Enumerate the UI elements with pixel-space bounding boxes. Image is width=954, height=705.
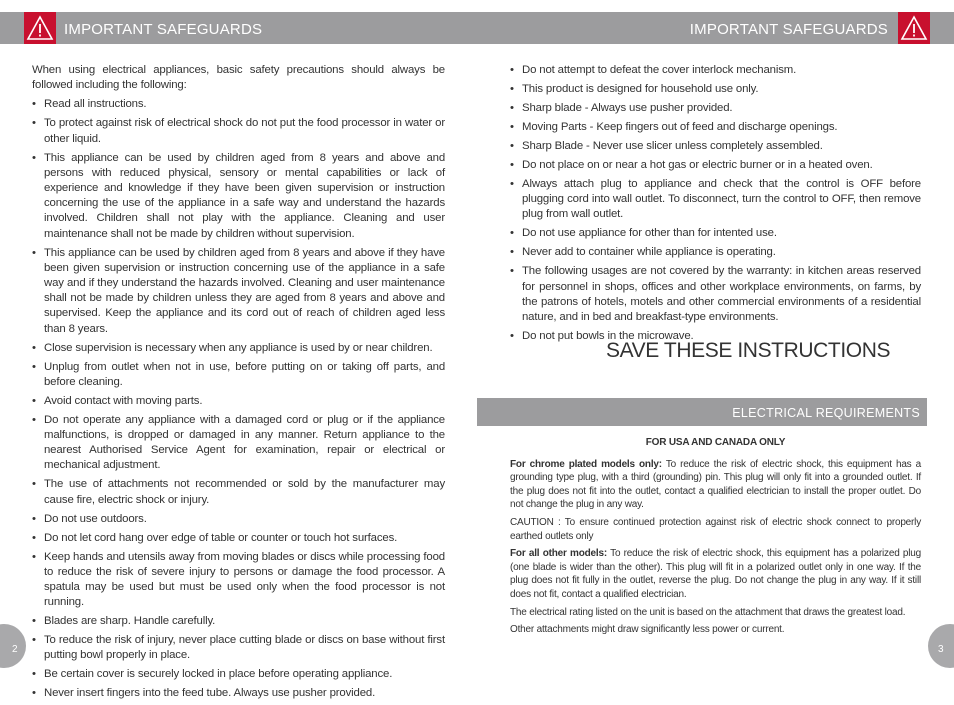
list-item: • Read all instructions. bbox=[32, 97, 445, 112]
list-item: • Do not attempt to defeat the cover interlock mechanism. bbox=[510, 63, 921, 78]
page-number-left bbox=[0, 624, 26, 668]
safeguard-list-right bbox=[510, 63, 921, 344]
chrome-models-label: For chrome plated models only: bbox=[510, 458, 662, 470]
list-item: • Be certain cover is securely locked in place before operating appliance. bbox=[32, 667, 445, 682]
electrical-requirements-title: ELECTRICAL REQUIREMENTS bbox=[732, 406, 920, 420]
warning-triangle-icon bbox=[898, 12, 930, 44]
list-item: • Never add to container while appliance is operating. bbox=[510, 245, 921, 260]
left-header-title: IMPORTANT SAFEGUARDS bbox=[64, 21, 263, 38]
list-item: • Do not use appliance for other than for intented use. bbox=[510, 226, 921, 241]
list-item: • The use of attachments not recommended or sold by the manufacturer may cause fire, electric shock or injury. bbox=[32, 477, 445, 507]
list-item: • Keep hands and utensils away from moving blades or discs while processing food to reduce the risk of severe injury to persons or damage the food processor. A spatula may be used but must be used only when the food processor is not running. bbox=[32, 550, 445, 611]
chrome-models-text: To reduce the risk of electric shock, this equipment has a grounding type plug, with a third (grounding) pin. This plug will only fit into a grounded outlet. If the plug does not fit into the outlet, contact a qualified electrician to install the proper outlet. Do not change the plug in any way. bbox=[510, 458, 921, 511]
list-item: • Sharp blade - Always use pusher provided. bbox=[510, 101, 921, 116]
list-item: • This appliance can be used by children aged from 8 years and above and persons with reduced physical, sensory or mental capabilities or lack of experience and knowledge if they have been given supervision or instruction concerning the use of the appliance in a safe way and understand the hazards involved. Children shall not play with the appliance. Cleaning and user maintenance shall not be made by children without supervision. bbox=[32, 151, 445, 242]
list-item: • Sharp Blade - Never use slicer unless completely assembled. bbox=[510, 139, 921, 154]
list-item: • Never insert fingers into the feed tube. Always use pusher provided. bbox=[32, 686, 445, 701]
right-header-title: IMPORTANT SAFEGUARDS bbox=[689, 21, 888, 38]
other-attachments-paragraph: Other attachments might draw significantly less power or current. bbox=[510, 624, 785, 636]
left-header-bar bbox=[0, 12, 477, 44]
left-column bbox=[32, 63, 445, 705]
list-item: • This product is designed for household use only. bbox=[510, 82, 921, 97]
list-item: • Do not use outdoors. bbox=[32, 512, 445, 527]
list-item: • The following usages are not covered by the warranty: in kitchen areas reserved for personnel in shops, offices and other workplace environments, on farms, by the patrons of hotels, motels and other commercial environments of a residential nature, and in bed and breakfast-type environments. bbox=[510, 264, 921, 325]
list-item: • Unplug from outlet when not in use, before putting on or taking off parts, and before cleaning. bbox=[32, 360, 445, 390]
caution-paragraph: CAUTION : To ensure continued protection against risk of electric shock connect to properly earthed outlets only bbox=[510, 516, 921, 542]
page-number-left-text: 2 bbox=[12, 644, 18, 655]
other-models-paragraph bbox=[510, 547, 921, 601]
list-item: • This appliance can be used by children aged from 8 years and above if they have been given supervision or instruction concerning use of the appliance in a safe way and if they understand the hazards involved. Cleaning and user maintenance shall not be made by children unless they are aged from 8 years and above and supervised. Keep the appliance and its cord out of reach of children aged less than 8 years. bbox=[32, 246, 445, 337]
list-item: • Moving Parts - Keep fingers out of feed and discharge openings. bbox=[510, 120, 921, 135]
list-item: • To protect against risk of electrical shock do not put the food processor in water or other liquid. bbox=[32, 116, 445, 146]
list-item: • Blades are sharp. Handle carefully. bbox=[32, 614, 445, 629]
warning-triangle-icon bbox=[24, 12, 56, 44]
right-column bbox=[510, 63, 921, 348]
electrical-section bbox=[510, 436, 921, 641]
right-header-bar bbox=[477, 12, 954, 44]
usa-canada-heading: FOR USA AND CANADA ONLY bbox=[645, 437, 786, 448]
list-item: • Do not put bowls in the microwave. bbox=[510, 329, 921, 344]
page-number-right-text: 3 bbox=[938, 644, 944, 655]
list-item: • Close supervision is necessary when any appliance is used by or near children. bbox=[32, 341, 445, 356]
rating-paragraph: The electrical rating listed on the unit is based on the attachment that draws the greatest load. bbox=[510, 606, 906, 618]
page-number-right bbox=[928, 624, 954, 668]
list-item: • Always attach plug to appliance and check that the control is OFF before plugging cord into wall outlet. To disconnect, turn the control to OFF, then remove plug from wall outlet. bbox=[510, 177, 921, 223]
other-models-label: For all other models: bbox=[510, 548, 607, 560]
chrome-models-paragraph bbox=[510, 458, 921, 512]
safeguard-list-left bbox=[32, 97, 445, 701]
intro-paragraph: When using electrical appliances, basic safety precautions should always be followed including the following: bbox=[32, 64, 445, 92]
list-item: • To reduce the risk of injury, never place cutting blade or discs on base without first putting bowl properly in place. bbox=[32, 633, 445, 663]
electrical-requirements-bar bbox=[477, 398, 927, 426]
other-models-text: To reduce the risk of electric shock, this equipment has a polarized plug (one blade is wider than the other). This plug will fit in a polarized outlet only in one way. If the plug does not fit fully in the outlet, reverse the plug. Do not change the plug in any way. If it still does not fit, contact a qualified electrician. bbox=[510, 548, 922, 600]
save-instructions-heading: SAVE THESE INSTRUCTIONS bbox=[606, 339, 891, 362]
list-item: • Do not place on or near a hot gas or electric burner or in a heated oven. bbox=[510, 158, 921, 173]
list-item: • Do not operate any appliance with a damaged cord or plug or if the appliance malfunctions, is dropped or damaged in any manner. Return appliance to the nearest Authorised Service Agent for examination, repair or electrical or mechanical adjustment. bbox=[32, 413, 445, 474]
list-item: • Do not let cord hang over edge of table or counter or touch hot surfaces. bbox=[32, 531, 445, 546]
list-item: • Avoid contact with moving parts. bbox=[32, 394, 445, 409]
